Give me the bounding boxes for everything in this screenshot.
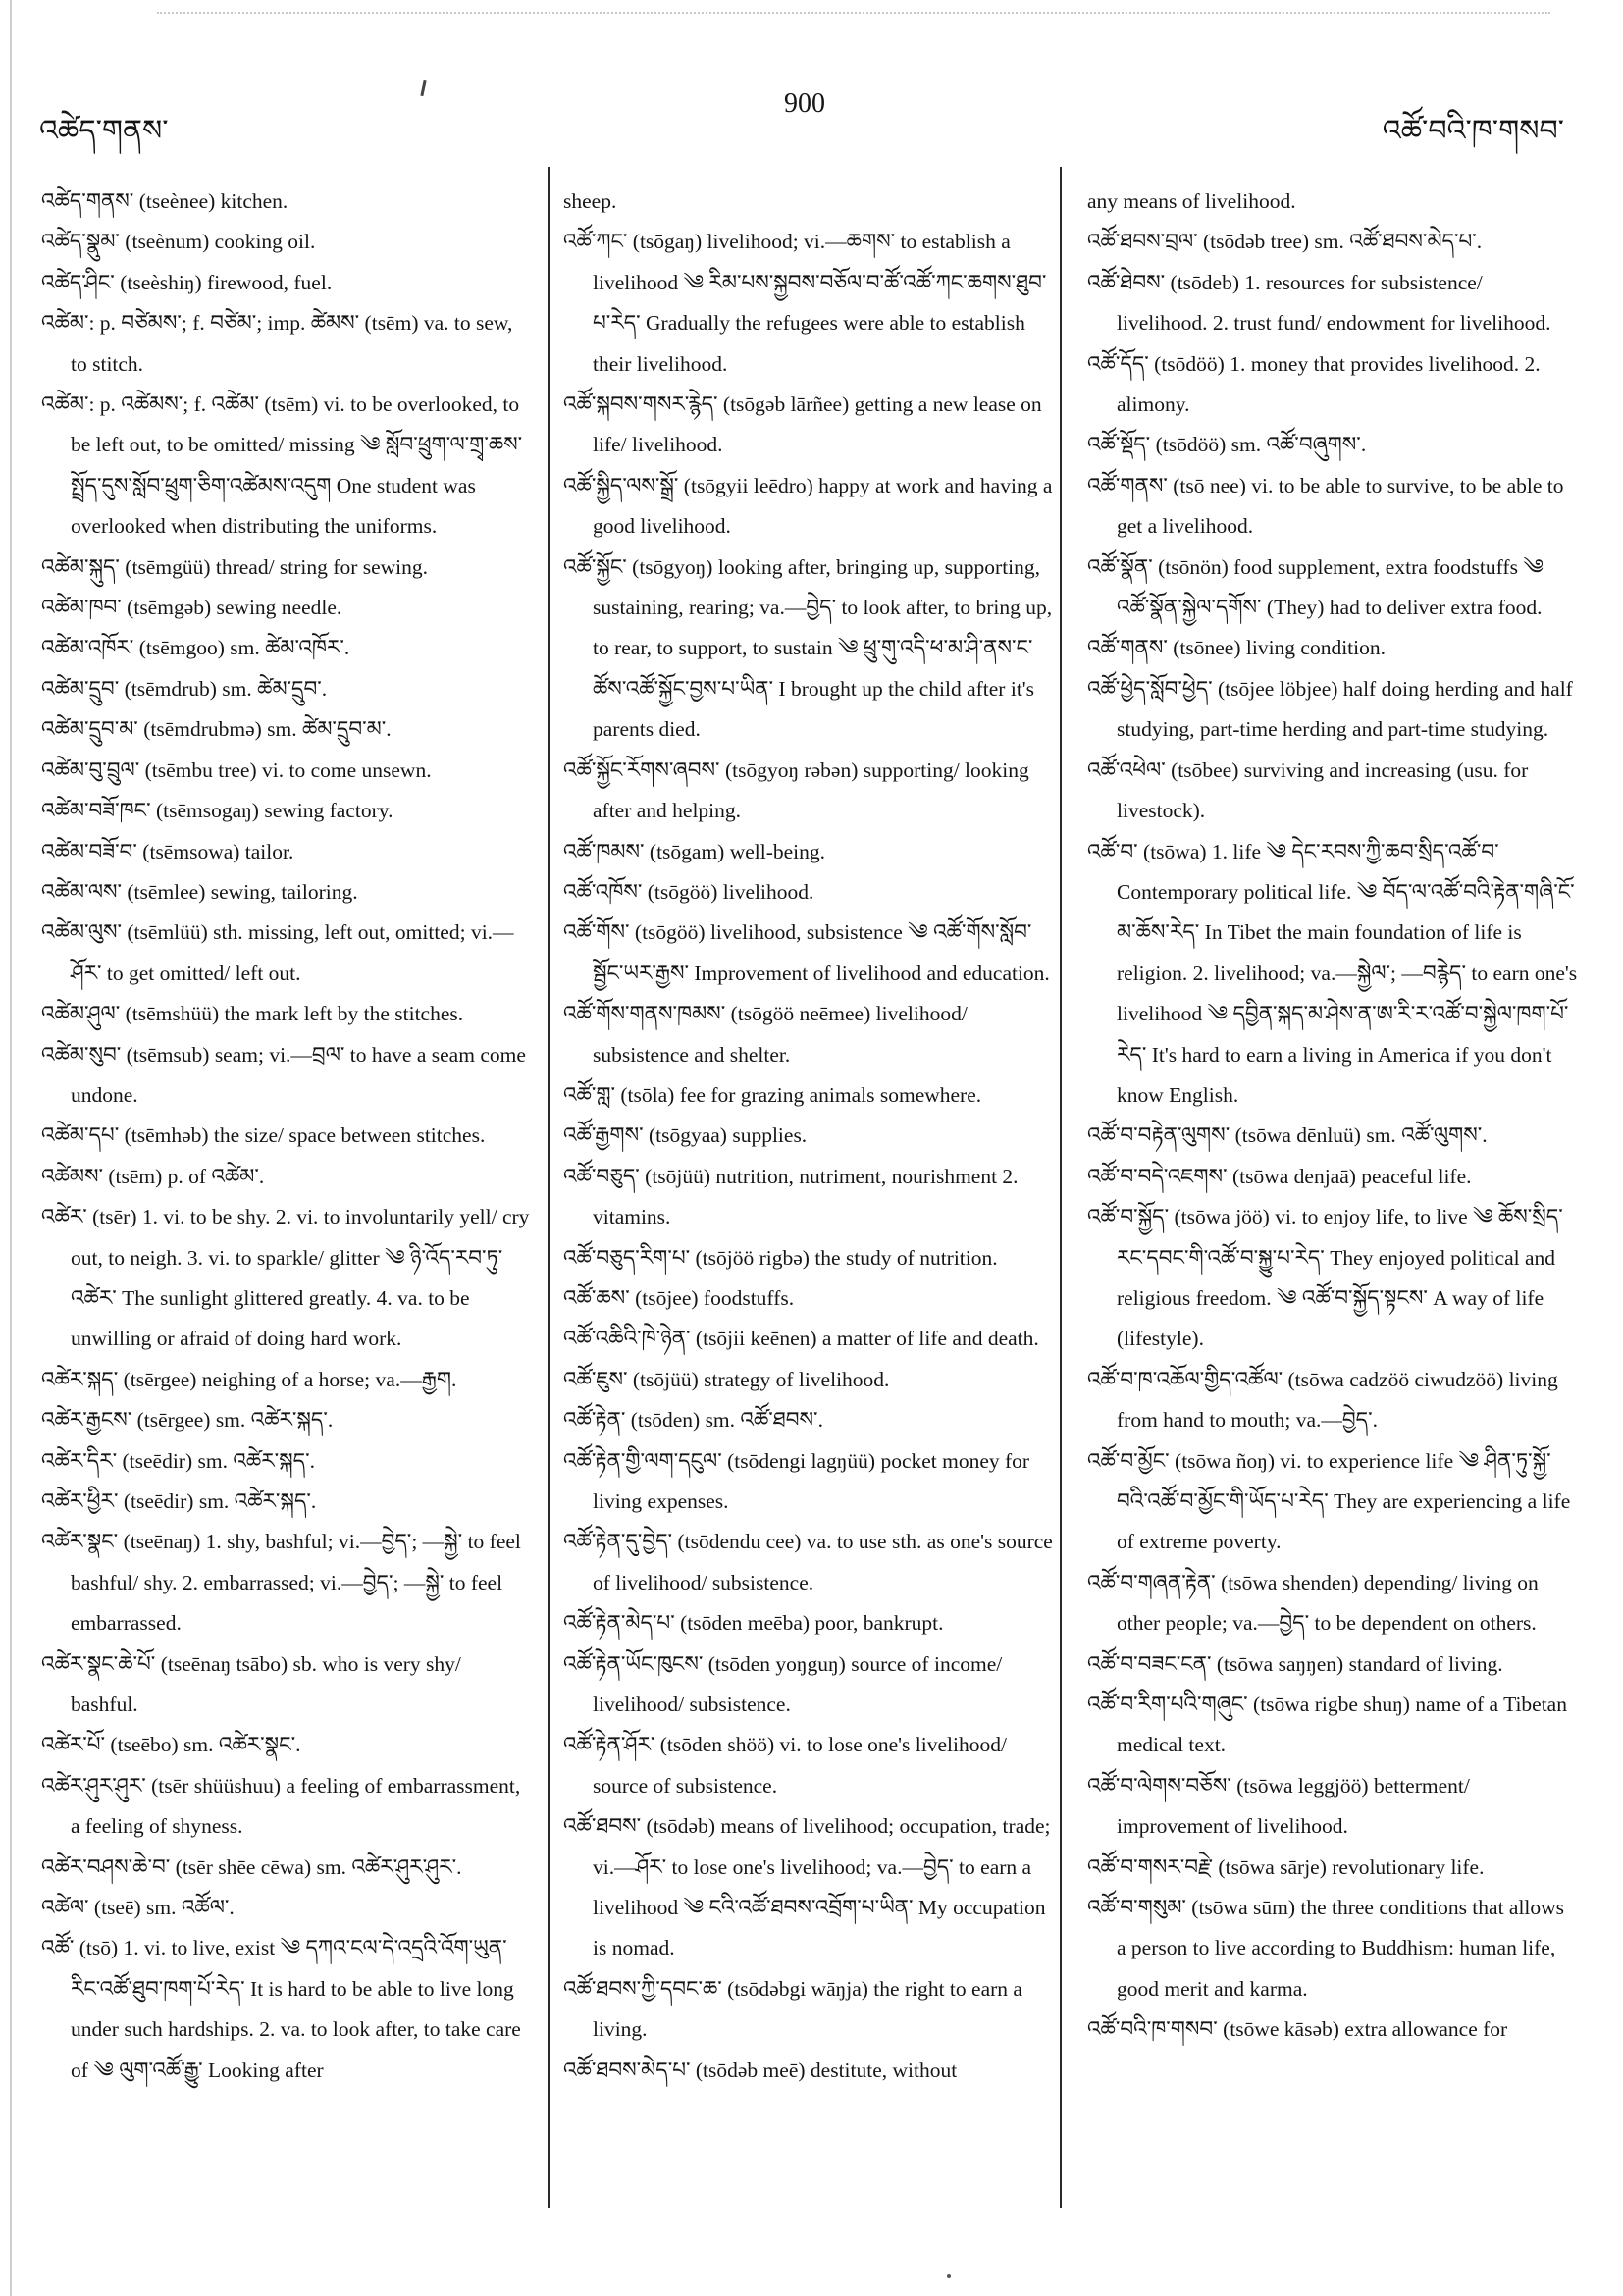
dictionary-entry: འཚོ་སྡོད་ (tsōdöö) sm. འཚོ་བཞུགས་. <box>1087 433 1367 457</box>
dictionary-entry: འཚོ་ (tsō) 1. vi. to live, exist ༄ དཀའ་ངལ་དེ་འདྲའི་འོག་ཡུན་རིང་འཚོ་ཐུབ་ཁག་པོ་རེད་ It is hard to be able to live long under such hardships. 2. va. to look after, to take care of ༄ ལུག་འཚོ་རྒྱུ་ Looking after <box>41 1936 521 2082</box>
dictionary-entry: འཚེར་པོ་ (tseēbo) sm. འཚེར་སྣང་. <box>41 1733 301 1757</box>
dictionary-entry: འཚོ་རྟེན་གྱི་ལག་དངུལ་ (tsōdengi lagŋüü) pocket money for living expenses. <box>563 1448 1030 1513</box>
dictionary-entry: འཚེམ་འཁོར་ (tsēmgoo) sm. ཚེམ་འཁོར་. <box>41 636 350 660</box>
dictionary-entry: sheep. <box>563 189 617 213</box>
dictionary-entry: འཚོ་སྐྱིད་ལས་སྒྲོ་ (tsōgyii leēdro) happy at work and having a good livelihood. <box>563 473 1053 539</box>
dictionary-entry: འཚེམ་སྐུད་ (tsēmgüü) thread/ string for sewing. <box>41 554 429 579</box>
scan-speck <box>947 2274 951 2278</box>
stray-mark <box>420 80 426 96</box>
dictionary-entry: འཚོ་སྐབས་གསར་རྙེད་ (tsōgəb lārñee) getting a new lease on life/ livelihood. <box>563 392 1042 457</box>
dictionary-entry: any means of livelihood. <box>1087 189 1296 213</box>
dictionary-entry: འཚོ་འཁོས་ (tsōgöö) livelihood. <box>563 879 814 904</box>
dictionary-entry: འཚེམ་བཟོ་བ་ (tsēmsowa) tailor. <box>41 839 294 863</box>
dictionary-entry: འཚོ་བ་བརྟེན་ལུགས་ (tsōwa dēnluü) sm. འཚོ་ལུགས་. <box>1087 1123 1488 1148</box>
dictionary-entry: འཚོ་བ་བདེ་འཇགས་ (tsōwa denjaā) peaceful life. <box>1087 1164 1472 1188</box>
dictionary-entry: འཚེར་སྐད་ (tsērgee) neighing of a horse; va.—རྒྱག. <box>41 1367 457 1391</box>
column-1 <box>41 182 532 2091</box>
top-scan-border <box>157 12 1550 14</box>
dictionary-entry: འཚེམ་ཁབ་ (tsēmgəb) sewing needle. <box>41 596 342 620</box>
dictionary-entry: འཚོ་རྒྱགས་ (tsōgyaa) supplies. <box>563 1123 808 1148</box>
page-edge-shadow <box>10 0 12 2296</box>
dictionary-entry: འཚེམ་: p. འཚེམས་; f. འཚེམ་ (tsēm) vi. to be overlooked, to be left out, to be omitted/ missing ༄ སློབ་ཕྲུག་ལ་གྲྭ་ཆས་སྤྲོད་དུས་སློབ་ཕྲུག་ཅིག་འཚེམས་འདུག One student was overlooked when distributing the uniforms. <box>41 392 523 539</box>
dictionary-entry: འཚོ་བ་སྐྱོད་ (tsōwa jöö) vi. to enjoy life, to live ༄ ཆོས་སྲིད་རང་དབང་གི་འཚོ་བ་སྐྱུ་པ་རེད་ They enjoyed political and religious freedom. ༄ འཚོ་བ་སྐྱོད་སྟངས་ A way of life (lifestyle). <box>1087 1205 1563 1351</box>
dictionary-entry: འཚོ་ཐེབས་ (tsōdeb) 1. resources for subsistence/ livelihood. 2. trust fund/ endowment for livelihood. <box>1087 270 1551 336</box>
dictionary-entry: འཚོ་ཇུས་ (tsōjüü) strategy of livelihood. <box>563 1367 890 1391</box>
dictionary-entry: འཚོ་ཐབས་བྲལ་ (tsōdəb tree) sm. འཚོ་ཐབས་མེད་པ་. <box>1087 230 1483 254</box>
dictionary-entry: འཚོ་སྐྱོང་ (tsōgyoŋ) looking after, bringing up, supporting, sustaining, rearing; va.—བྱེད་ to look after, to bring up, to rear, to support, to sustain ༄ ཕྲུ་གུ་འདི་ཕ་མ་ཤི་ནས་ང་ཚོས་འཚོ་སྐྱོང་བྱས་པ་ཡིན་ I brought up the child after it's parents died. <box>563 554 1053 742</box>
dictionary-entry: འཚེད་ཤིང་ (tseèshiŋ) firewood, fuel. <box>41 270 333 294</box>
dictionary-entry: འཚེམ་བུ་བྲུལ་ (tsēmbu tree) vi. to come unsewn. <box>41 757 432 782</box>
dictionary-entry: འཚེར་རྒྱངས་ (tsērgee) sm. འཚེར་སྐད་. <box>41 1408 334 1433</box>
dictionary-entry: འཚོ་དོད་ (tsōdöö) 1. money that provides livelihood. 2. alimony. <box>1087 351 1541 417</box>
dictionary-entry: འཚེམ་སུབ་ (tsēmsub) seam; vi.—བྲལ་ to have a seam come undone. <box>41 1042 526 1107</box>
dictionary-entry: འཚོ་ཕྱེད་སློབ་ཕྱེད་ (tsōjee löbjee) half doing herding and half studying, part-time herding and part-time studying. <box>1087 676 1573 742</box>
dictionary-entry: འཚོ་གནས་ (tsōnee) living condition. <box>1087 636 1387 660</box>
page-number: 900 <box>784 88 825 119</box>
dictionary-entry: འཚེལ་ (tseē) sm. འཚོལ་. <box>41 1896 235 1920</box>
dictionary-entry: འཚོ་བའི་ཁ་གསབ་ (tsōwe kāsəb) extra allowance for <box>1087 2017 1508 2042</box>
dictionary-entry: འཚེམས་ (tsēm) p. of འཚེམ་. <box>41 1164 265 1188</box>
dictionary-entry: འཚེམ་བཟོ་ཁང་ (tsēmsogaŋ) sewing factory. <box>41 799 393 823</box>
dictionary-entry: འཚོ་བ་ (tsōwa) 1. life ༄ དེང་རབས་ཀྱི་ཆབ་སྲིད་འཚོ་བ་ Contemporary political life. ༄ བོད་ལ་འཚོ་བའི་རྟེན་གཞི་ངོ་མ་ཆོས་རེད་ In Tibet the main foundation of life is religion. 2. livelihood; va.—སྐྱེལ་; —བརྙེད་ to earn one's livelihood ༄ དབྱིན་སྐད་མ་ཤེས་ན་ཨ་རི་ར་འཚོ་བ་སྐྱེལ་ཁག་པོ་རེད་ It's hard to earn a living in America if you don't know English. <box>1087 839 1578 1107</box>
dictionary-entry: འཚོ་བ་ལེགས་བཅོས་ (tsōwa leggjöö) betterment/ improvement of livelihood. <box>1087 1773 1470 1839</box>
dictionary-entry: འཚེར་སྣང་ (tseēnaŋ) 1. shy, bashful; vi.—བྱེད་; —སྐྱེ་ to feel bashful/ shy. 2. embarrassed; vi.—བྱེད་; —སྐྱེ་ to feel embarrassed. <box>41 1530 521 1636</box>
dictionary-entry: འཚོ་ཐབས་ (tsōdəb) means of livelihood; occupation, trade; vi.—ཤོར་ to lose one's livelihood; va.—བྱེད་ to earn a livelihood ༄ ངའི་འཚོ་ཐབས་འབྲོག་པ་ཡིན་ My occupation is nomad. <box>563 1814 1051 1960</box>
dictionary-entry: འཚོ་བ་མྱོང་ (tsōwa ñoŋ) vi. to experience life ༄ ཤིན་ཏུ་སྐྱོ་བའི་འཚོ་བ་མྱོང་གི་ཡོད་པ་རེད་ They are experiencing a life of extreme poverty. <box>1087 1448 1571 1554</box>
dictionary-entry: འཚོ་རྟེན་ (tsōden) sm. འཚོ་ཐབས་. <box>563 1408 823 1433</box>
column-divider-1 <box>548 167 550 2208</box>
dictionary-entry: འཚོ་གླ་ (tsōla) fee for grazing animals somewhere. <box>563 1082 982 1107</box>
dictionary-entry: འཚོ་བཅུད་རིག་པ་ (tsōjöö rigbə) the study of nutrition. <box>563 1245 998 1270</box>
dictionary-entry: འཚོ་གོས་ (tsōgöö) livelihood, subsistence ༄ འཚོ་གོས་སློབ་སྦྱོང་ཡར་རྒྱས་ Improvement of livelihood and education. <box>563 920 1050 985</box>
dictionary-entry: འཚོ་ཁམས་ (tsōgam) well-being. <box>563 839 826 863</box>
dictionary-entry: འཚོ་གོས་གནས་ཁམས་ (tsōgöö neēmee) livelihood/ subsistence and shelter. <box>563 1002 968 1067</box>
column-2 <box>563 182 1054 2091</box>
dictionary-entry: འཚེམ་དྲུབ་མ་ (tsēmdrubmə) sm. ཚེམ་དྲུབ་མ་. <box>41 717 392 742</box>
dictionary-entry: འཚེད་སྣུམ་ (tseènum) cooking oil. <box>41 230 316 254</box>
dictionary-entry: འཚོ་བ་གཞན་རྟེན་ (tsōwa shenden) depending/ living on other people; va.—བྱེད་ to be dependent on others. <box>1087 1570 1539 1636</box>
dictionary-entry: འཚེར་བཤས་ཆེ་བ་ (tsēr shēe cēwa) sm. འཚེར་ཤུར་ཤུར་. <box>41 1854 462 1879</box>
dictionary-entry: འཚེམ་ལས་ (tsēmlee) sewing, tailoring. <box>41 879 358 904</box>
dictionary-entry: འཚེར་སྣང་ཆེ་པོ་ (tseēnaŋ tsābo) sb. who is very shy/ bashful. <box>41 1651 461 1717</box>
dictionary-entry: འཚོ་རྟེན་ཤོར་ (tsōden shöö) vi. to lose one's livelihood/ source of subsistence. <box>563 1733 1007 1798</box>
dictionary-entry: འཚོ་བ་བཟང་ངན་ (tsōwa saŋŋen) standard of living. <box>1087 1651 1503 1676</box>
dictionary-entry: འཚོ་རྟེན་ཡོང་ཁུངས་ (tsōden yoŋguŋ) source of income/ livelihood/ subsistence. <box>563 1651 1003 1717</box>
dictionary-entry: འཚེར་དིར་ (tseēdir) sm. འཚེར་སྐད་. <box>41 1448 315 1473</box>
dictionary-entry: འཚོ་འཕེལ་ (tsōbee) surviving and increasing (usu. for livestock). <box>1087 757 1529 823</box>
dictionary-entry: འཚེར་ཕྱིར་ (tseēdir) sm. འཚེར་སྐད་. <box>41 1489 317 1513</box>
dictionary-entry: འཚེར་ཤུར་ཤུར་ (tsēr shüüshuu) a feeling of embarrassment, a feeling of shyness. <box>41 1773 521 1839</box>
dictionary-entry: འཚོ་བ་ཁ་འཆོལ་གྱིད་འཚོལ་ (tsōwa cadzöö ciwudzöö) living from hand to mouth; va.—བྱེད་. <box>1087 1367 1558 1433</box>
dictionary-entry: འཚོ་ཀང་ (tsōgaŋ) livelihood; vi.—ཆགས་ to establish a livelihood ༄ རིམ་པས་སྐྱབས་བཅོལ་བ་ཚོ་འཚོ་ཀང་ཆགས་ཐུབ་པ་རེད་ Gradually the refugees were able to establish their livelihood. <box>563 230 1047 376</box>
column-3 <box>1087 182 1578 2051</box>
dictionary-entry: འཚེམ་དྲུབ་ (tsēmdrub) sm. ཚེམ་དྲུབ་. <box>41 676 328 701</box>
dictionary-entry: འཚོ་རྟེན་དུ་བྱེད་ (tsōdendu cee) va. to use sth. as one's source of livelihood/ subsistence. <box>563 1530 1053 1594</box>
left-running-headword: འཚེད་གནས་ <box>39 115 169 147</box>
dictionary-entry: འཚོ་བཅུད་ (tsōjüü) nutrition, nutriment, nourishment 2. vitamins. <box>563 1164 1019 1229</box>
dictionary-entry: འཚོ་ཐབས་མེད་པ་ (tsōdəb meē) destitute, without <box>563 2058 958 2082</box>
dictionary-entry: འཚེམ་ལུས་ (tsēmlüü) sth. missing, left out, omitted; vi.—ཤོར་ to get omitted/ left out. <box>41 920 514 985</box>
dictionary-entry: འཚེད་གནས་ (tseènee) kitchen. <box>41 189 288 213</box>
right-running-headword: འཚོ་བའི་ཁ་གསབ་ <box>1382 115 1564 147</box>
dictionary-entry: འཚོ་རྟེན་མེད་པ་ (tsōden meēba) poor, bankrupt. <box>563 1611 944 1636</box>
dictionary-entry: འཚོ་ཐབས་ཀྱི་དབང་ཆ་ (tsōdəbgi wāŋja) the right to earn a living. <box>563 1976 1022 2042</box>
dictionary-entry: འཚོ་བ་གསར་བརྗེ་ (tsōwa sārje) revolutionary life. <box>1087 1854 1485 1879</box>
column-divider-2 <box>1060 167 1062 2208</box>
dictionary-entry: འཚོ་སྐྱོང་རོགས་ཞབས་ (tsōgyoŋ rəbən) supporting/ looking after and helping. <box>563 757 1029 823</box>
dictionary-entry: འཚོ་སྣོན་ (tsōnön) food supplement, extra foodstuffs ༄ འཚོ་སྣོན་སྐྱེལ་དགོས་ (They) had to deliver extra food. <box>1087 554 1544 620</box>
dictionary-entry: འཚོ་ཆས་ (tsōjee) foodstuffs. <box>563 1285 795 1310</box>
dictionary-entry: འཚོ་འཆིའི་ཁེ་ཉེན་ (tsōjii keēnen) a matter of life and death. <box>563 1327 1039 1351</box>
dictionary-entry: འཚེམ་: p. བཙེམས་; f. བཙེམ་; imp. ཚེམས་ (tsēm) va. to sew, to stitch. <box>41 311 513 376</box>
dictionary-entry: འཚེར་ (tsēr) 1. vi. to be shy. 2. vi. to involuntarily yell/ cry out, to neigh. 3. vi. to sparkle/ glitter ༄ ཉི་འོད་རབ་ཏུ་འཚེར་ The sunlight glittered greatly. 4. va. to be unwilling or afraid of doing hard work. <box>41 1205 530 1351</box>
dictionary-entry: འཚོ་གནས་ (tsō nee) vi. to be able to survive, to be able to get a livelihood. <box>1087 473 1564 539</box>
dictionary-entry: འཚོ་བ་རིག་པའི་གཞུང་ (tsōwa rigbe shuŋ) name of a Tibetan medical text. <box>1087 1693 1567 1757</box>
dictionary-entry: འཚོ་བ་གསུམ་ (tsōwa sūm) the three conditions that allows a person to live according to Buddhism: human life, good merit and karma. <box>1087 1896 1565 2001</box>
dictionary-entry: འཚེམ་དཔ་ (tsēmhəb) the size/ space between stitches. <box>41 1123 486 1148</box>
dictionary-entry: འཚེམ་ཤུལ་ (tsēmshüü) the mark left by the stitches. <box>41 1002 464 1026</box>
